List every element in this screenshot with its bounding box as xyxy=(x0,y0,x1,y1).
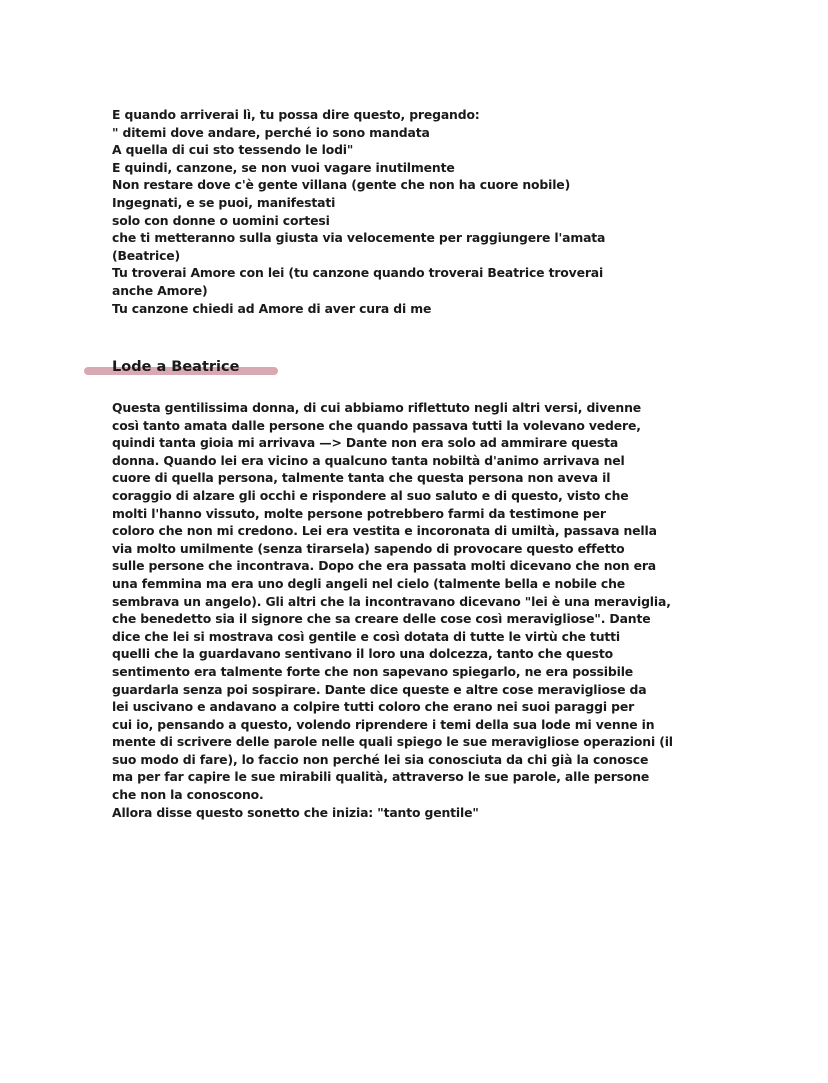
paragraph-line: quindi tanta gioia mi arrivava —> Dante non era solo ad ammirare questa xyxy=(112,435,619,451)
paragraph-line: quelli che la guardavano sentivano il loro una dolcezza, tanto che questo xyxy=(112,646,613,662)
section-title: Lode a Beatrice xyxy=(112,359,240,375)
paragraph-line: coraggio di alzare gli occhi e rispondere al suo saluto e di questo, visto che xyxy=(112,487,629,503)
paragraph-line: sentimento era talmente forte che non sapevano spiegarlo, ne era possibile xyxy=(112,663,634,679)
paragraph-line: che benedetto sia il signore che sa creare delle cose così meravigliose". Dante xyxy=(112,611,651,627)
paragraph-line: guardarla senza poi sospirare. Dante dice queste e altre cose meravigliose da xyxy=(112,681,647,697)
paragraph-line: via molto umilmente (senza tirarsela) sapendo di provocare questo effetto xyxy=(112,540,625,556)
paragraph-line: cui io, pensando a questo, volendo riprendere i temi della sua lode mi venne in xyxy=(112,716,655,732)
paragraph-line: dice che lei si mostrava così gentile e così dotata di tutte le virtù che tutti xyxy=(112,628,621,644)
poem-block xyxy=(112,106,712,317)
paragraph-line: così tanto amata dalle persone che quando passava tutti la volevano vedere, xyxy=(112,417,641,433)
paragraph-block xyxy=(112,399,712,821)
paragraph-line: molti l'hanno vissuto, molte persone potrebbero farmi da testimone per xyxy=(112,505,606,521)
paragraph-line: Allora disse questo sonetto che inizia: "tanto gentile" xyxy=(112,804,479,820)
poem-line: Ingegnati, e se puoi, manifestati xyxy=(112,194,336,210)
paragraph-line: che non la conoscono. xyxy=(112,787,264,803)
paragraph-line: suo modo di fare), lo faccio non perché lei sia conosciuta da chi già la conosce xyxy=(112,751,649,767)
paragraph-line: lei uscivano e andavano a colpire tutti coloro che erano nei suoi paraggi per xyxy=(112,699,635,715)
paragraph-line: una femmina ma era uno degli angeli nel cielo (talmente bella e nobile che xyxy=(112,575,626,591)
poem-line: E quindi, canzone, se non vuoi vagare inutilmente xyxy=(112,159,455,175)
poem-line: E quando arriverai lì, tu possa dire questo, pregando: xyxy=(112,107,480,122)
paragraph-line: Questa gentilissima donna, di cui abbiamo riflettuto negli altri versi, divenne xyxy=(112,400,642,415)
paragraph-line: cuore di quella persona, talmente tanta che questa persona non aveva il xyxy=(112,470,611,486)
paragraph-line: ma per far capire le sue mirabili qualità, attraverso le sue parole, alle persone xyxy=(112,769,650,785)
poem-line: Tu canzone chiedi ad Amore di aver cura di me xyxy=(112,300,432,316)
poem-line: anche Amore) xyxy=(112,282,208,298)
poem-line: " ditemi dove andare, perché io sono mandata xyxy=(112,124,430,140)
poem-line: A quella di cui sto tessendo le lodi" xyxy=(112,142,354,158)
poem-line: che ti metteranno sulla giusta via velocemente per raggiungere l'amata xyxy=(112,230,606,246)
paragraph-line: mente di scrivere delle parole nelle quali spiego le sue meravigliose operazioni (il xyxy=(112,734,673,750)
poem-line: (Beatrice) xyxy=(112,247,181,263)
poem-line: Non restare dove c'è gente villana (gente che non ha cuore nobile) xyxy=(112,177,571,193)
paragraph-line: sulle persone che incontrava. Dopo che era passata molti dicevano che non era xyxy=(112,558,656,574)
paragraph-line: donna. Quando lei era vicino a qualcuno tanta nobiltà d'animo arrivava nel xyxy=(112,452,625,468)
paragraph-line: coloro che non mi credono. Lei era vestita e incoronata di umiltà, passava nella xyxy=(112,523,657,539)
paragraph-line: sembrava un angelo). Gli altri che la incontravano dicevano "lei è una meraviglia, xyxy=(112,593,671,609)
poem-line: Tu troverai Amore con lei (tu canzone quando troverai Beatrice troverai xyxy=(112,265,604,281)
poem-line: solo con donne o uomini cortesi xyxy=(112,212,330,228)
section-heading xyxy=(84,358,284,382)
